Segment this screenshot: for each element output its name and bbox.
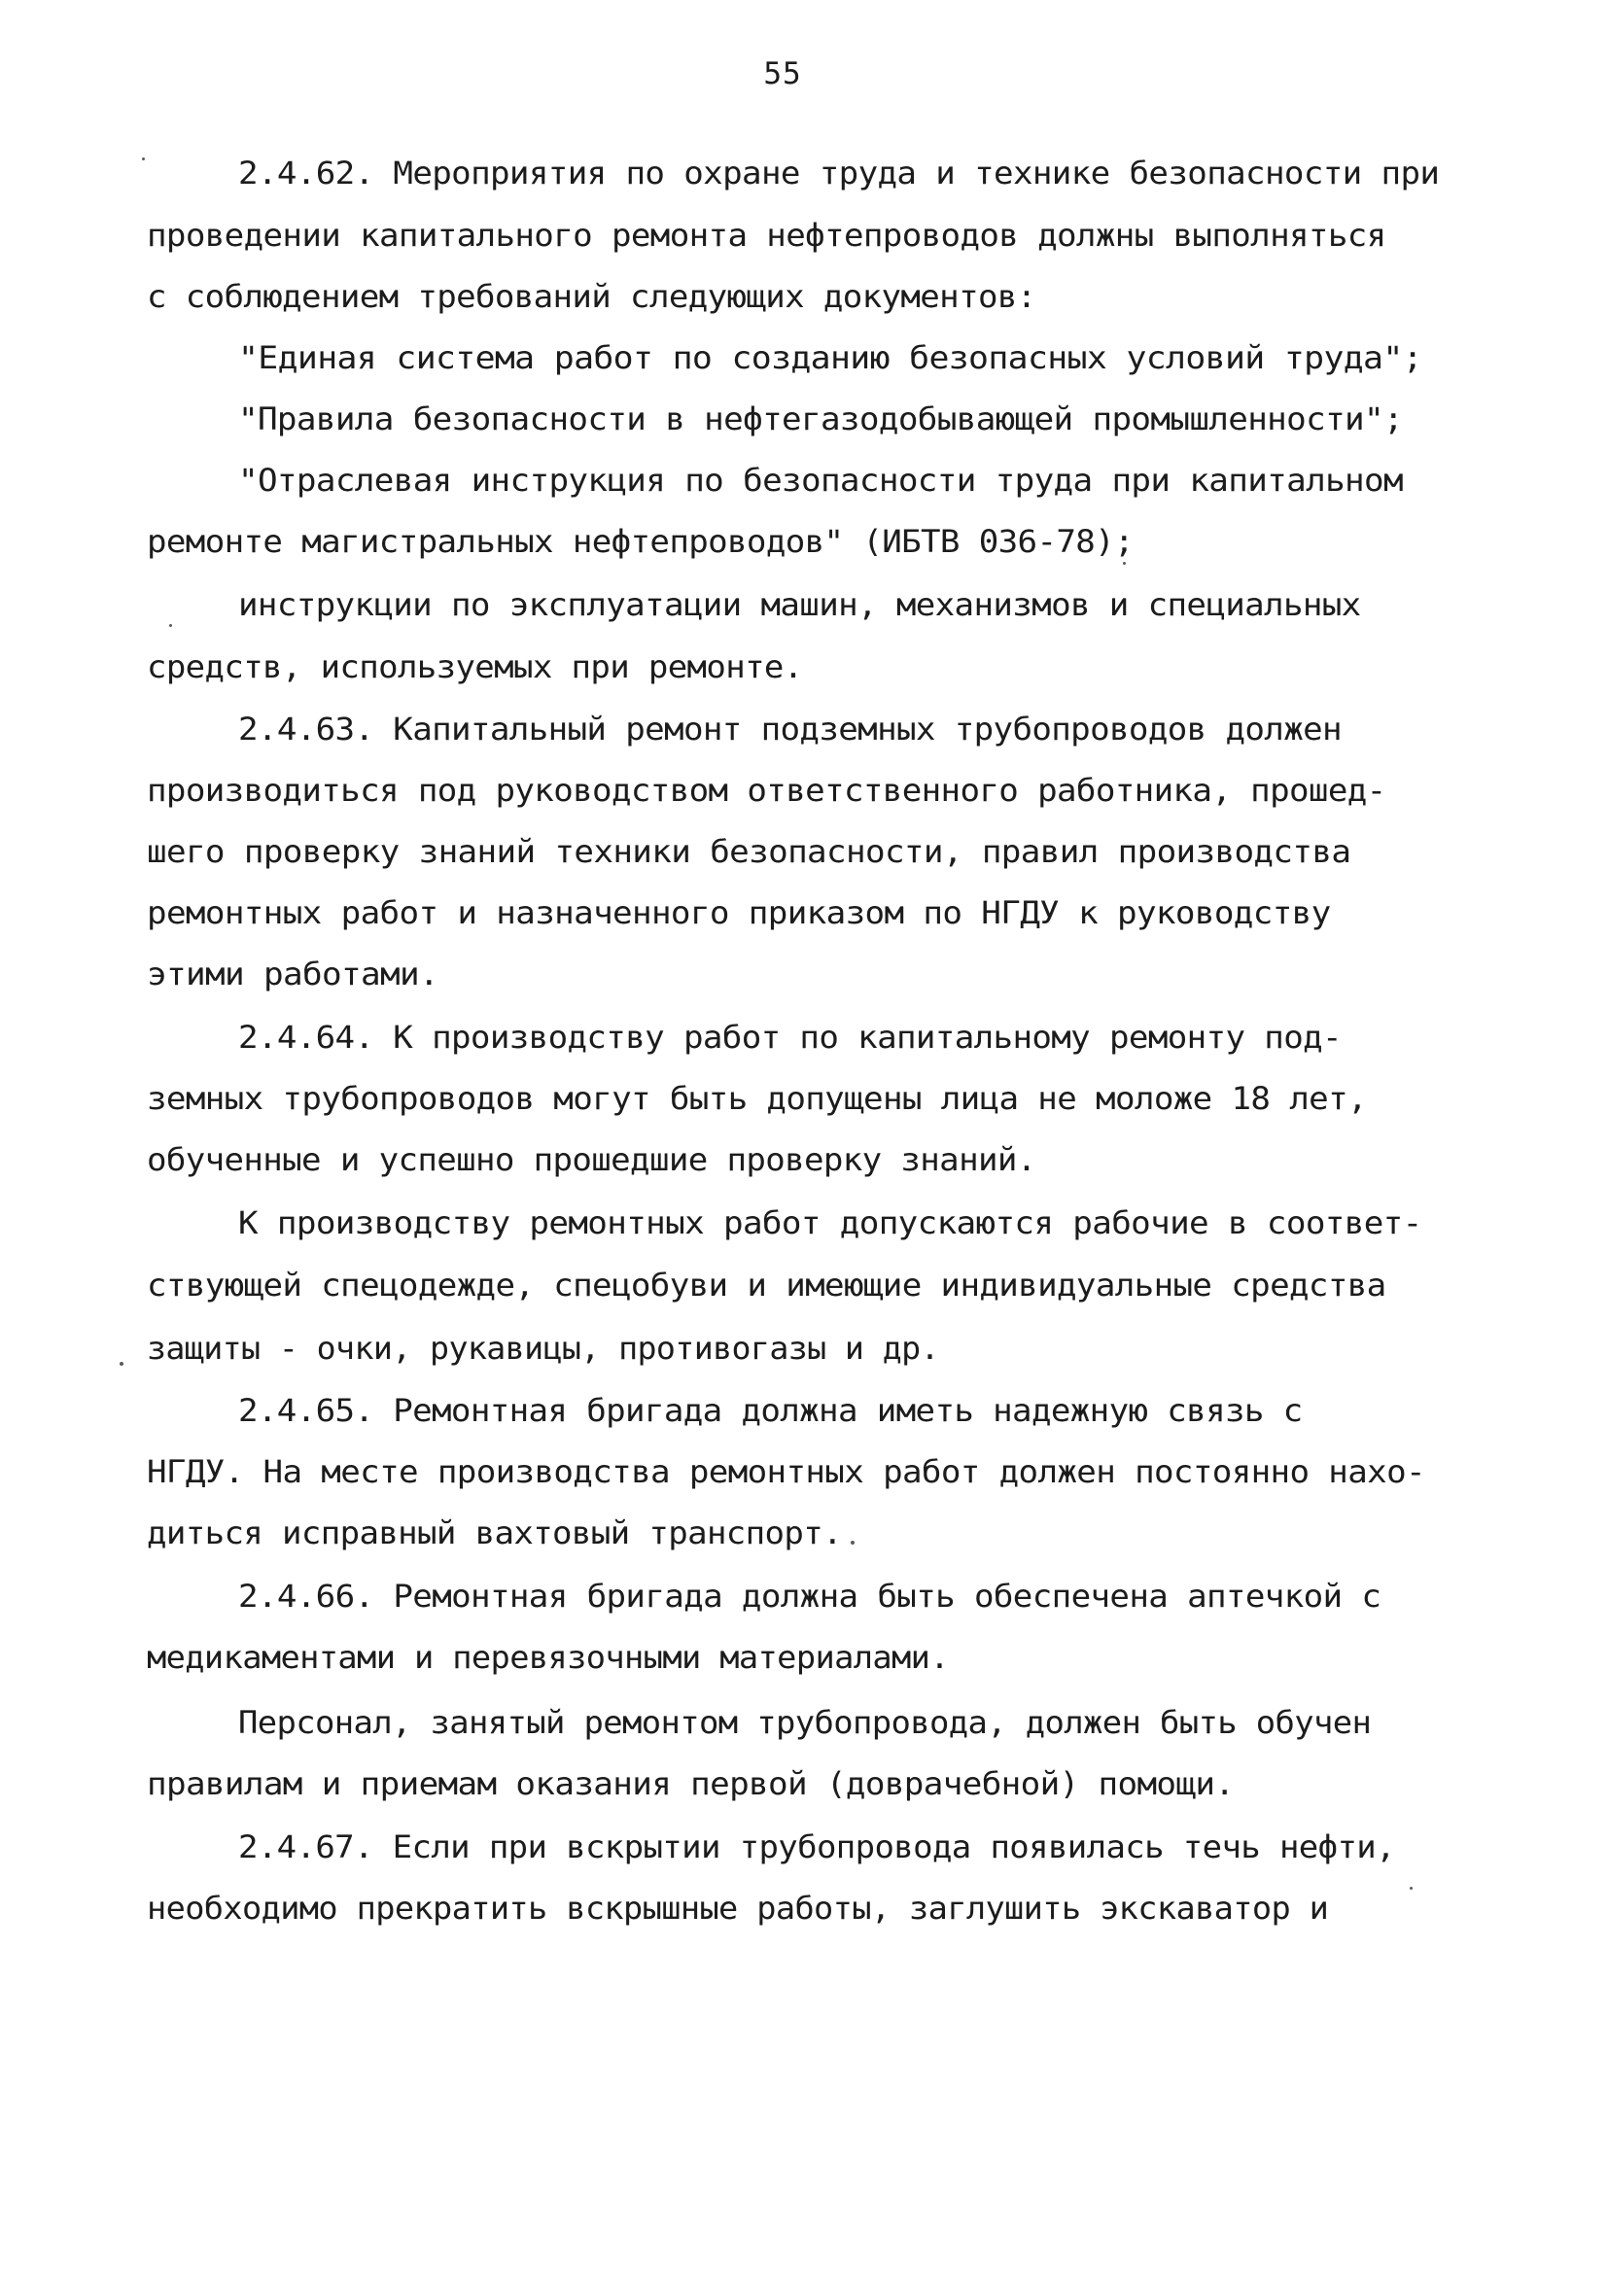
text-line: 2.4.65. Ремонтная бригада должна иметь надежную связь с <box>238 1392 1303 1429</box>
scan-speck <box>1410 1887 1413 1890</box>
text-line: ствующей спецодежде, спецобуви и имеющие индивидуальные средства <box>147 1267 1386 1304</box>
text-line: "Правила безопасности в нефтегазодобывающей промышленности"; <box>238 400 1403 437</box>
scan-speck <box>169 624 172 627</box>
text-line: обученные и успешно прошедшие проверку знаний. <box>147 1141 1036 1178</box>
text-line: этими работами. <box>147 956 438 992</box>
text-line: правилам и приемам оказания первой (доврачебной) помощи. <box>147 1765 1235 1802</box>
scan-speck <box>142 157 145 160</box>
text-line: 2.4.62. Мероприятия по охране труда и технике безопасности при <box>238 155 1440 191</box>
scan-speck <box>851 1541 855 1545</box>
text-line: НГДУ. На месте производства ремонтных работ должен постоянно нахо- <box>147 1453 1425 1490</box>
text-line: шего проверку знаний техники безопасности, правил производства <box>147 833 1351 870</box>
text-line: проведении капитального ремонта нефтепроводов должны выполняться <box>147 217 1386 254</box>
text-line: 2.4.64. К производству работ по капитальному ремонту под- <box>238 1019 1342 1056</box>
text-line: средств, используемых при ремонте. <box>147 648 803 685</box>
scan-speck <box>120 1362 123 1366</box>
text-line: инструкции по эксплуатации машин, механизмов и специальных <box>238 586 1361 623</box>
scan-speck <box>1123 562 1126 565</box>
text-line: с соблюдением требований следующих документов: <box>147 278 1036 315</box>
text-line: ремонте магистральных нефтепроводов" (ИБТВ 036-78); <box>147 523 1134 560</box>
text-line: производиться под руководством ответственного работника, прошед- <box>147 772 1386 809</box>
text-line: земных трубопроводов могут быть допущены лица не моложе 18 лет, <box>147 1080 1367 1117</box>
text-line: медикаментами и перевязочными материалами. <box>147 1639 949 1676</box>
text-line: ремонтных работ и назначенного приказом по НГДУ к руководству <box>147 894 1331 931</box>
text-line: Персонал, занятый ремонтом трубопровода, должен быть обучен <box>238 1704 1372 1741</box>
text-line: К производству ремонтных работ допускаются рабочие в соответ- <box>238 1204 1422 1241</box>
text-line: "Отраслевая инструкция по безопасности труда при капитальном <box>238 462 1403 499</box>
text-line: необходимо прекратить вскрышные работы, заглушить экскаватор и <box>147 1890 1329 1927</box>
page-number: 55 <box>763 56 802 91</box>
text-line: 2.4.63. Капитальный ремонт подземных трубопроводов должен <box>238 711 1342 748</box>
text-line: диться исправный вахтовый транспорт. <box>147 1514 842 1551</box>
text-line: 2.4.67. Если при вскрытии трубопровода появилась течь нефти, <box>238 1828 1395 1865</box>
text-line: 2.4.66. Ремонтная бригада должна быть обеспечена аптечкой с <box>238 1578 1381 1615</box>
text-line: защиты - очки, рукавицы, противогазы и др. <box>147 1330 939 1367</box>
text-line: "Единая система работ по созданию безопасных условий труда"; <box>238 339 1422 376</box>
